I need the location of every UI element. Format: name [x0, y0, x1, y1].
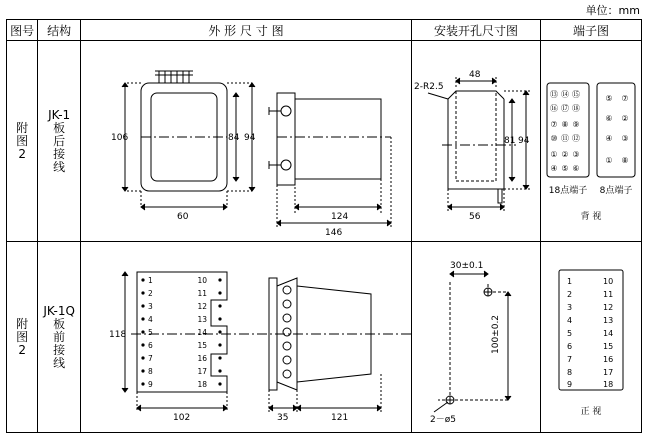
svg-text:⑤: ⑤	[561, 164, 569, 173]
svg-text:14: 14	[197, 328, 207, 337]
unit-note: 单位：mm	[585, 4, 640, 17]
svg-text:③: ③	[621, 134, 629, 143]
svg-text:⑦: ⑦	[621, 94, 629, 103]
svg-text:⑨: ⑨	[572, 120, 580, 129]
svg-text:16: 16	[197, 354, 207, 363]
svg-text:6: 6	[566, 342, 573, 351]
row2-mounting-drawing	[411, 242, 540, 433]
svg-text:1: 1	[147, 276, 153, 285]
svg-text:⑯: ⑯	[549, 104, 558, 113]
dim-35: 35	[276, 413, 289, 423]
svg-text:④: ④	[550, 164, 558, 173]
svg-text:⑬: ⑬	[549, 90, 558, 99]
row1-structure	[38, 41, 81, 242]
table-row	[7, 242, 642, 433]
svg-text:5: 5	[147, 328, 153, 337]
row2-terminal-drawing	[540, 242, 641, 433]
table-row	[7, 41, 642, 242]
dim-100: 100±0.2	[490, 314, 501, 354]
svg-text:2: 2	[147, 289, 153, 298]
svg-text:9: 9	[566, 380, 573, 389]
svg-text:15: 15	[197, 341, 207, 350]
row1-mounting-drawing	[411, 41, 540, 242]
svg-text:10: 10	[197, 276, 207, 285]
dim-94b: 94	[517, 136, 530, 146]
svg-text:⑫: ⑫	[571, 134, 580, 143]
caption-8-terminals: 8点端子	[599, 186, 633, 196]
dim-84: 84	[227, 133, 240, 143]
svg-text:⑩: ⑩	[550, 134, 558, 143]
svg-text:5: 5	[566, 329, 573, 338]
svg-text:11: 11	[602, 290, 614, 299]
svg-text:9: 9	[147, 380, 153, 389]
svg-text:3: 3	[147, 302, 153, 311]
svg-text:3: 3	[566, 303, 573, 312]
header-outline: 外 形 尺 寸 图	[80, 20, 411, 41]
row2-structure	[38, 242, 81, 433]
row1-terminal-drawing	[540, 41, 641, 242]
svg-text:1: 1	[566, 277, 573, 286]
dim-94: 94	[243, 133, 256, 143]
dim-102: 102	[172, 413, 191, 423]
svg-text:13: 13	[602, 316, 614, 325]
svg-text:8: 8	[147, 367, 153, 376]
svg-text:⑰: ⑰	[560, 104, 569, 113]
svg-text:⑧: ⑧	[621, 156, 629, 165]
svg-text:③: ③	[572, 150, 580, 159]
caption-18-terminals: 18点端子	[548, 186, 588, 196]
svg-text:②: ②	[621, 114, 629, 123]
svg-text:11: 11	[197, 289, 207, 298]
row1-outline-drawing	[80, 41, 411, 242]
svg-text:2: 2	[566, 290, 573, 299]
dim-2R25: 2-R2.5	[413, 82, 444, 92]
dim-60: 60	[176, 212, 189, 222]
svg-text:6: 6	[147, 341, 153, 350]
svg-text:⑤: ⑤	[605, 94, 613, 103]
row1-structure-label: JK-1 板 后 接 线	[48, 107, 71, 174]
svg-text:④: ④	[605, 134, 613, 143]
header-terminal: 端子图	[540, 20, 641, 41]
dim-106: 106	[110, 133, 129, 143]
caption-front-view: 正 视	[580, 407, 602, 417]
row2-id	[7, 242, 38, 433]
svg-text:⑧: ⑧	[561, 120, 569, 129]
header-mounting: 安装开孔尺寸图	[411, 20, 540, 41]
svg-text:①: ①	[605, 156, 613, 165]
svg-text:⑥: ⑥	[572, 164, 580, 173]
table-header-row	[7, 20, 642, 41]
header-id: 图号	[7, 20, 38, 41]
svg-text:4: 4	[147, 315, 153, 324]
svg-text:②: ②	[561, 150, 569, 159]
svg-text:①: ①	[550, 150, 558, 159]
dim-48: 48	[468, 70, 481, 80]
row1-id-label: 附 图 2	[16, 120, 29, 161]
svg-text:16: 16	[602, 355, 614, 364]
svg-text:14: 14	[602, 329, 614, 338]
svg-text:⑦: ⑦	[550, 120, 558, 129]
svg-text:⑪: ⑪	[560, 134, 569, 143]
caption-back-view: 背 视	[580, 212, 602, 222]
svg-text:18: 18	[602, 380, 614, 389]
row2-outline-drawing	[80, 242, 411, 433]
dim-56: 56	[468, 212, 481, 222]
svg-text:⑱: ⑱	[571, 104, 580, 113]
dim-30: 30±0.1	[449, 261, 484, 271]
dim-124: 124	[330, 212, 349, 222]
dim-146: 146	[324, 228, 343, 238]
svg-text:10: 10	[602, 277, 614, 286]
dim-81: 81	[503, 136, 516, 146]
svg-text:4: 4	[566, 316, 573, 325]
svg-text:⑥: ⑥	[605, 114, 613, 123]
row1-id	[7, 41, 38, 242]
svg-text:12: 12	[602, 303, 614, 312]
dim-121: 121	[330, 413, 349, 423]
svg-text:8: 8	[566, 368, 573, 377]
svg-text:17: 17	[197, 367, 207, 376]
dim-118: 118	[108, 330, 127, 340]
row2-id-label: 附 图 2	[16, 316, 29, 357]
svg-text:17: 17	[602, 368, 614, 377]
svg-text:⑮: ⑮	[571, 90, 580, 99]
svg-text:7: 7	[566, 355, 573, 364]
header-structure: 结构	[38, 20, 81, 41]
svg-text:12: 12	[197, 302, 207, 311]
svg-text:7: 7	[147, 354, 153, 363]
svg-text:15: 15	[602, 342, 614, 351]
dimension-table	[6, 19, 642, 433]
svg-text:13: 13	[197, 315, 207, 324]
svg-text:⑭: ⑭	[560, 90, 569, 99]
row2-structure-label: JK-1Q 板 前 接 线	[43, 303, 75, 370]
dim-2x5: 2－ø5	[429, 415, 456, 425]
svg-text:18: 18	[197, 380, 207, 389]
